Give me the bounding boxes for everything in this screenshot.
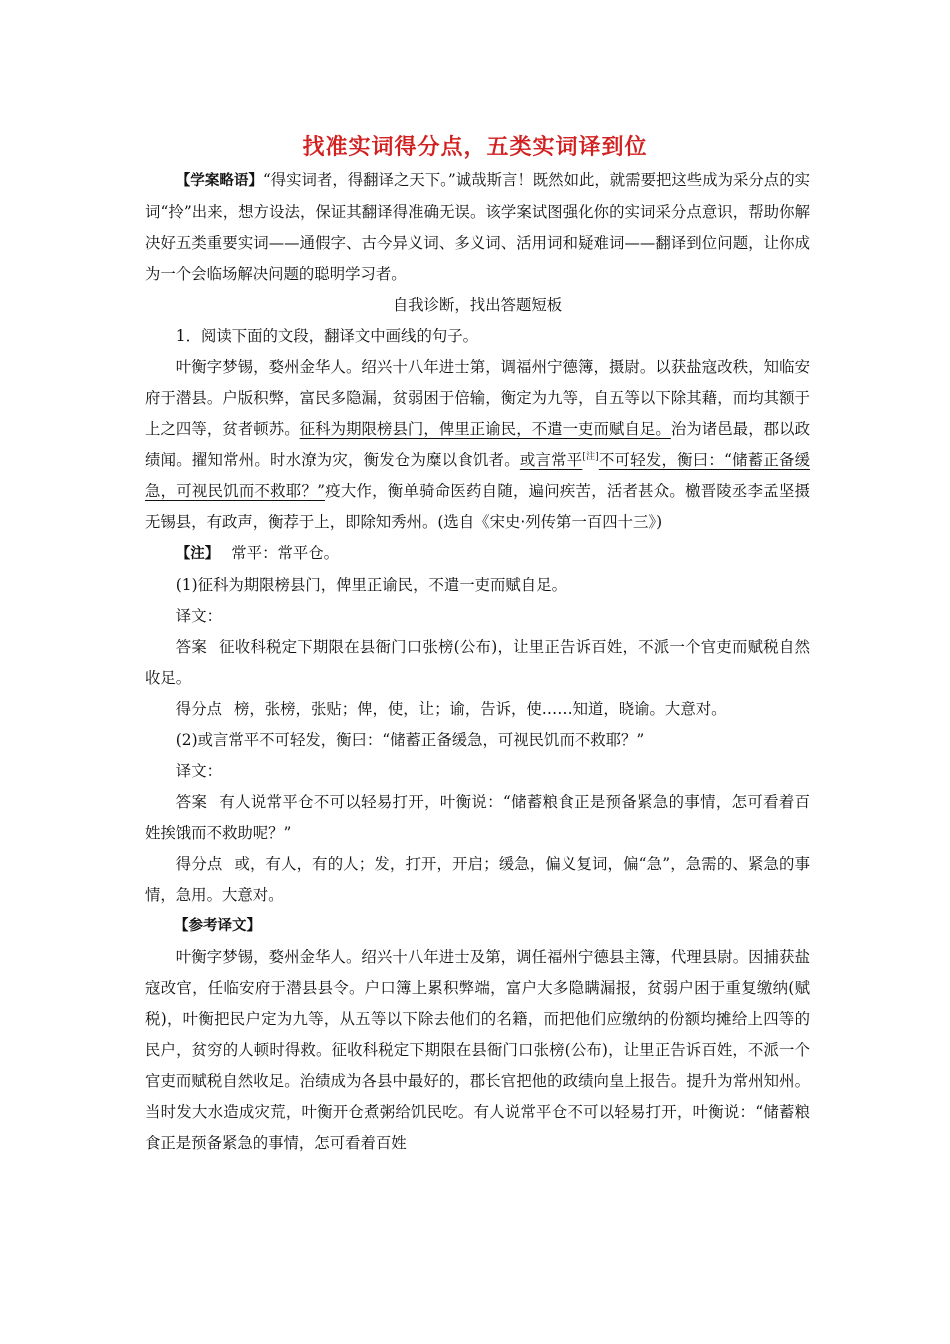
passage-text-1: 叶衡字梦锡，婺州金华人。绍兴十八年进士第，调福州宁德簿，摄尉。以获盐寇改秩，知临安府于潜县。户版积弊，富民多隐漏，贫弱困于倍输，衡定为九等，自五等以下除其藉，而均其额于上之四等，贫者顿苏。	[145, 358, 810, 438]
underlined-sentence-2a: 或言常平	[519, 451, 583, 469]
points-text-2: 或，有人，有的人；发，打开，开启；缓急，偏义复词，偏“急”，急需的、紧急的事情，急用。大意对。	[145, 855, 810, 904]
passage-paragraph	[145, 352, 810, 538]
underlined-sentence-1: 征科为期限榜县门，俾里正谕民，不遣一吏而赋自足。	[299, 420, 671, 438]
points-label-2: 得分点	[175, 855, 223, 873]
intro-label: 【学案略语】	[175, 173, 263, 189]
answer-2	[145, 787, 810, 849]
passage-text-3: 疫大作，衡单骑命医药自随，遍问疾苦，活者甚众。檄晋陵丞李孟坚摄无锡县，有政声，衡荐于上，即除知秀州。(选自《宋史·列传第一百四十三》)	[145, 482, 810, 531]
points-1	[145, 694, 810, 725]
question-prompt: 1．阅读下面的文段，翻译文中画线的句子。	[175, 327, 479, 345]
note-text: 常平：常平仓。	[231, 544, 340, 562]
answer-label-1: 答案	[175, 638, 208, 656]
sub-question-2: (2)或言常平不可轻发，衡曰：“储蓄正备缓急，可视民饥而不救耶？”	[175, 731, 645, 749]
points-label-1: 得分点	[175, 700, 222, 718]
answer-text-2: 有人说常平仓不可以轻易打开，叶衡说：“储蓄粮食正是预备紧急的事情，怎可看着百姓挨饿而不救助呢？”	[145, 793, 810, 842]
points-text-1: 榜，张榜，张贴；俾，使，让；谕，告诉，使……知道，晓谕。大意对。	[233, 700, 727, 718]
translation-label-1: 译文：	[175, 607, 222, 625]
document-body	[145, 165, 810, 1159]
note-marker: [注]	[582, 452, 599, 462]
section-heading: 自我诊断，找出答题短板	[392, 296, 563, 314]
passage-text-2: 治为诸邑最，郡以政绩闻。擢知常州。时水潦为灾，衡发仓为糜以食饥者。	[145, 420, 810, 469]
note-label: 【注】	[175, 546, 220, 562]
answer-1	[145, 632, 810, 694]
answer-text-1: 征收科税定下期限在县衙门口张榜(公布)，让里正告诉百姓，不派一个官吏而赋税自然收足。	[145, 638, 810, 687]
reference-label: 【参考译文】	[174, 918, 261, 934]
note-paragraph	[145, 538, 810, 570]
intro-paragraph	[145, 165, 810, 290]
underlined-sentence-2b: 不可轻发，衡曰：“储蓄正备缓急，可视民饥而不救耶？”	[145, 451, 810, 500]
points-2	[145, 849, 810, 911]
answer-label-2: 答案	[175, 793, 208, 811]
sub-question-1: (1)征科为期限榜县门，俾里正谕民，不遣一吏而赋自足。	[175, 576, 567, 594]
translation-label-2: 译文：	[175, 762, 222, 780]
intro-text: “得实词者，得翻译之天下。”诚哉斯言！既然如此，就需要把这些成为采分点的实词“拎”出来，想方设法，保证其翻译得准确无误。该学案试图强化你的实词采分点意识，帮助你解决好五类重要实词——通假字、古今异义词、多义词、活用词和疑难词——翻译到位问题，让你成为一个会临场解决问题的聪明学习者。	[145, 171, 810, 283]
page-title: 找准实词得分点，五类实词译到位	[302, 135, 648, 160]
reference-translation: 叶衡字梦锡，婺州金华人。绍兴十八年进士及第，调任福州宁德县主簿，代理县尉。因捕获盐寇改官，任临安府于潜县县令。户口簿上累积弊端，富户大多隐瞒漏报，贫弱户困于重复缴纳(赋税)，叶衡把民户定为九等，从五等以下除去他们的名籍，而把他们应缴纳的份额均摊给上四等的民户，贫穷的人顿时得救。征收科税定下期限在县衙门口张榜(公布)，让里正告诉百姓，不派一个官吏而赋税自然收足。治绩成为各县中最好的，郡长官把他的政绩向皇上报告。提升为常州知州。当时发大水造成灾荒，叶衡开仓煮粥给饥民吃。有人说常平仓不可以轻易打开，叶衡说：“储蓄粮食正是预备紧急的事情，怎可看着百姓	[145, 948, 810, 1152]
